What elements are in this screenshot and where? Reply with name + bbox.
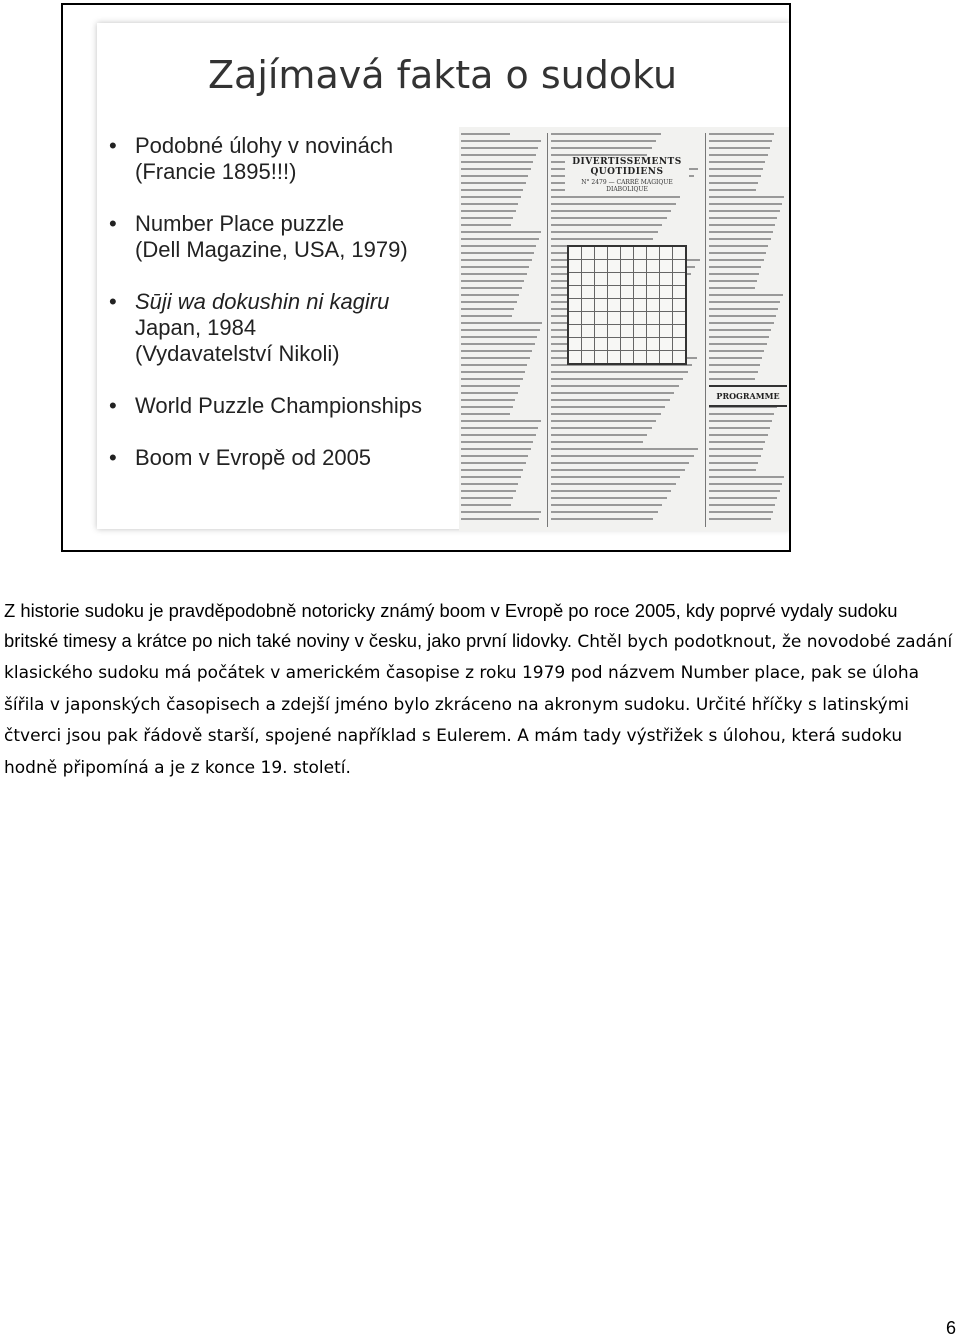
notes-text: Chtěl bych podotknout, že novodobé zadání klasického sudoku má počátek v americkém časopise z roku 1979 pod názvem Number place, pak se úloha šířila v japonských časopisech a zdejší jméno bylo zkráceno na akronym sudoku. Určité hříčky s latinskými čtverci jsou pak řádově starší, spojené například s Eulerem. A mám tady výstřižek s úlohou, která sudoku hodně připomíná a je z konce 19. století. bbox=[4, 631, 953, 778]
clipping-text-line bbox=[709, 441, 765, 443]
clipping-text-line bbox=[461, 336, 537, 338]
clipping-text-line bbox=[709, 336, 769, 338]
clipping-text-line bbox=[709, 133, 774, 135]
clipping-text-line bbox=[461, 133, 510, 135]
clipping-text-line bbox=[461, 511, 541, 513]
clipping-text-line bbox=[551, 497, 667, 499]
bullet-line: • World Puzzle Championships bbox=[135, 393, 422, 418]
clipping-subheading: N° 2479 — CARRÉ MAGIQUE DIABOLIQUE bbox=[565, 179, 689, 193]
clipping-text-line bbox=[709, 203, 782, 205]
clipping-text-line bbox=[551, 399, 670, 401]
clipping-text-line bbox=[461, 315, 512, 317]
clipping-text-line bbox=[461, 252, 534, 254]
clipping-text-line bbox=[461, 294, 519, 296]
clipping-text-line bbox=[551, 217, 667, 219]
clipping-text-line bbox=[461, 371, 525, 373]
clipping-text-line bbox=[709, 175, 761, 177]
clipping-text-line bbox=[551, 469, 685, 471]
clipping-text-line bbox=[709, 161, 765, 163]
clipping-text-line bbox=[551, 133, 661, 135]
clipping-text-line bbox=[461, 245, 536, 247]
clipping-text-line bbox=[461, 154, 536, 156]
clipping-text-line bbox=[709, 350, 764, 352]
clipping-text-line bbox=[709, 217, 777, 219]
clipping-text-line bbox=[709, 378, 755, 380]
clipping-text-line bbox=[709, 315, 776, 317]
clipping-text-line bbox=[551, 490, 671, 492]
clipping-text-line bbox=[551, 224, 662, 226]
clipping-text-line bbox=[551, 210, 671, 212]
clipping-text-line bbox=[709, 455, 761, 457]
clipping-text-line bbox=[709, 266, 761, 268]
clipping-text-line bbox=[709, 308, 778, 310]
clipping-text-line bbox=[709, 196, 784, 198]
clipping-text-line bbox=[461, 196, 521, 198]
clipping-text-line bbox=[461, 210, 516, 212]
clipping-text-line bbox=[461, 273, 527, 275]
clipping-text-line bbox=[551, 476, 680, 478]
clipping-text-line bbox=[461, 469, 523, 471]
clipping-text-line bbox=[461, 420, 541, 422]
clipping-text-line bbox=[461, 476, 521, 478]
clipping-text-line bbox=[551, 448, 698, 450]
clipping-text-line bbox=[461, 322, 542, 324]
clipping-text-line bbox=[551, 203, 676, 205]
clipping-text-line bbox=[461, 147, 538, 149]
clipping-text-line bbox=[461, 175, 528, 177]
bullet-line: Japan, 1984 bbox=[135, 315, 257, 340]
clipping-text-line bbox=[461, 378, 523, 380]
clipping-text-line bbox=[461, 483, 518, 485]
clipping-heading: DIVERTISSEMENTS QUOTIDIENS bbox=[565, 157, 689, 177]
clipping-text-line bbox=[461, 504, 511, 506]
clipping-text-line bbox=[551, 455, 694, 457]
clipping-text-line bbox=[551, 406, 665, 408]
clipping-text-line bbox=[709, 371, 758, 373]
clipping-text-line bbox=[709, 189, 756, 191]
clipping-text-line bbox=[709, 280, 757, 282]
clipping-text-line bbox=[709, 504, 775, 506]
clipping-text-line bbox=[461, 392, 518, 394]
clipping-text-line bbox=[461, 231, 541, 233]
clipping-text-line bbox=[461, 161, 533, 163]
clipping-text-line bbox=[551, 196, 680, 198]
clipping-text-line bbox=[551, 147, 652, 149]
bullet-line: (Dell Magazine, USA, 1979) bbox=[135, 237, 408, 262]
clipping-text-line bbox=[709, 448, 763, 450]
clipping-text-line bbox=[551, 462, 689, 464]
bullet-line: • Number Place puzzle bbox=[135, 211, 345, 236]
bullet-line: • Sūji wa dokushin ni kagiru bbox=[135, 289, 390, 314]
clipping-text-line bbox=[461, 140, 541, 142]
bullet-line: • Podobné úlohy v novinách bbox=[135, 133, 394, 158]
speaker-notes bbox=[4, 596, 956, 783]
clipping-text-line bbox=[709, 329, 771, 331]
slide-title: Zajímavá fakta o sudoku bbox=[208, 53, 678, 97]
clipping-text-line bbox=[709, 427, 770, 429]
clipping-text-line bbox=[551, 231, 658, 233]
clipping-text-line bbox=[461, 427, 538, 429]
clipping-text-line bbox=[461, 287, 522, 289]
clipping-text-line bbox=[461, 399, 515, 401]
clipping-text-line bbox=[461, 364, 527, 366]
clipping-text-line bbox=[709, 252, 766, 254]
clipping-text-line bbox=[461, 462, 526, 464]
clipping-text-line bbox=[709, 287, 755, 289]
clipping-text-line bbox=[709, 357, 762, 359]
clipping-text-line bbox=[709, 245, 768, 247]
bullet-item bbox=[103, 133, 463, 185]
column-separator bbox=[705, 133, 706, 527]
clipping-text-line bbox=[551, 392, 674, 394]
clipping-text-line bbox=[709, 238, 771, 240]
clipping-text-line bbox=[709, 301, 780, 303]
clipping-text-line bbox=[551, 140, 656, 142]
clipping-text-line bbox=[551, 371, 688, 373]
clipping-text-line bbox=[461, 259, 532, 261]
column-separator bbox=[547, 133, 548, 527]
clipping-text-line bbox=[709, 476, 784, 478]
bullet-line: (Vydavatelství Nikoli) bbox=[135, 341, 340, 366]
clipping-text-line bbox=[709, 182, 758, 184]
clipping-text-line bbox=[709, 322, 774, 324]
clipping-text-line bbox=[461, 343, 535, 345]
bullet-line: (Francie 1895!!!) bbox=[135, 159, 297, 184]
clipping-text-line bbox=[461, 280, 524, 282]
clipping-text-line bbox=[551, 413, 661, 415]
clipping-text-line bbox=[709, 343, 767, 345]
clipping-column-left bbox=[461, 133, 543, 527]
clipping-text-line bbox=[461, 329, 540, 331]
clipping-text-line bbox=[551, 441, 643, 443]
clipping-column-right bbox=[709, 133, 785, 527]
clipping-text-line bbox=[709, 259, 764, 261]
clipping-text-line bbox=[461, 413, 510, 415]
clipping-text-line bbox=[551, 518, 653, 520]
bullet-item bbox=[103, 211, 463, 263]
clipping-text-line bbox=[709, 413, 774, 415]
clipping-text-line bbox=[461, 350, 532, 352]
clipping-text-line bbox=[709, 364, 760, 366]
bullet-list bbox=[103, 133, 463, 497]
clipping-text-line bbox=[551, 385, 679, 387]
clipping-text-line bbox=[461, 455, 528, 457]
clipping-text-line bbox=[551, 238, 653, 240]
notes-text: Z historie sudoku je pravděpodobně notoricky známý boom v Evropě po roce 2005, kdy poprvé vydaly sudoku britské timesy a krátce po nich také noviny v česku, jako první lidovky. bbox=[4, 600, 898, 651]
clipping-text-line bbox=[461, 224, 511, 226]
clipping-text-line bbox=[461, 217, 513, 219]
clipping-text-line bbox=[551, 154, 647, 156]
clipping-text-line bbox=[551, 420, 656, 422]
clipping-text-line bbox=[709, 168, 763, 170]
clipping-text-line bbox=[709, 490, 780, 492]
clipping-text-line bbox=[551, 378, 683, 380]
clipping-text-line bbox=[461, 189, 523, 191]
clipping-text-line bbox=[461, 203, 518, 205]
clipping-text-line bbox=[709, 147, 770, 149]
clipping-text-line bbox=[709, 154, 768, 156]
bullet-item bbox=[103, 289, 463, 367]
clipping-text-line bbox=[709, 518, 771, 520]
bullet-item bbox=[103, 445, 463, 471]
clipping-program-label: PROGRAMME bbox=[709, 385, 787, 407]
clipping-text-line bbox=[709, 210, 780, 212]
clipping-text-line bbox=[709, 497, 777, 499]
clipping-text-line bbox=[709, 434, 768, 436]
clipping-text-line bbox=[461, 434, 536, 436]
clipping-text-line bbox=[709, 224, 775, 226]
clipping-text-line bbox=[461, 518, 539, 520]
clipping-text-line bbox=[551, 483, 676, 485]
clipping-text-line bbox=[551, 511, 658, 513]
slide-thumbnail bbox=[61, 3, 791, 552]
clipping-text-line bbox=[461, 308, 514, 310]
puzzle-grid bbox=[567, 245, 687, 365]
clipping-text-line bbox=[551, 427, 652, 429]
clipping-text-line bbox=[461, 497, 513, 499]
clipping-text-line bbox=[709, 511, 773, 513]
clipping-text-line bbox=[461, 301, 517, 303]
clipping-text-line bbox=[461, 441, 533, 443]
clipping-text-line bbox=[461, 266, 529, 268]
clipping-text-line bbox=[709, 469, 756, 471]
clipping-text-line bbox=[709, 273, 759, 275]
clipping-text-line bbox=[461, 385, 520, 387]
clipping-text-line bbox=[461, 238, 539, 240]
newspaper-clipping-image bbox=[459, 127, 789, 531]
clipping-text-line bbox=[709, 294, 783, 296]
clipping-text-line bbox=[461, 168, 531, 170]
page-number: 6 bbox=[945, 1318, 956, 1338]
clipping-text-line bbox=[709, 462, 758, 464]
clipping-text-line bbox=[551, 434, 647, 436]
clipping-text-line bbox=[709, 483, 782, 485]
clipping-text-line bbox=[461, 448, 531, 450]
clipping-text-line bbox=[461, 490, 516, 492]
clipping-text-line bbox=[461, 406, 513, 408]
bullet-line: • Boom v Evropě od 2005 bbox=[135, 445, 372, 470]
bullet-item bbox=[103, 393, 463, 419]
clipping-text-line bbox=[461, 357, 530, 359]
clipping-text-line bbox=[551, 504, 662, 506]
clipping-text-line bbox=[709, 420, 772, 422]
clipping-text-line bbox=[709, 140, 772, 142]
clipping-text-line bbox=[709, 231, 773, 233]
clipping-text-line bbox=[461, 182, 526, 184]
